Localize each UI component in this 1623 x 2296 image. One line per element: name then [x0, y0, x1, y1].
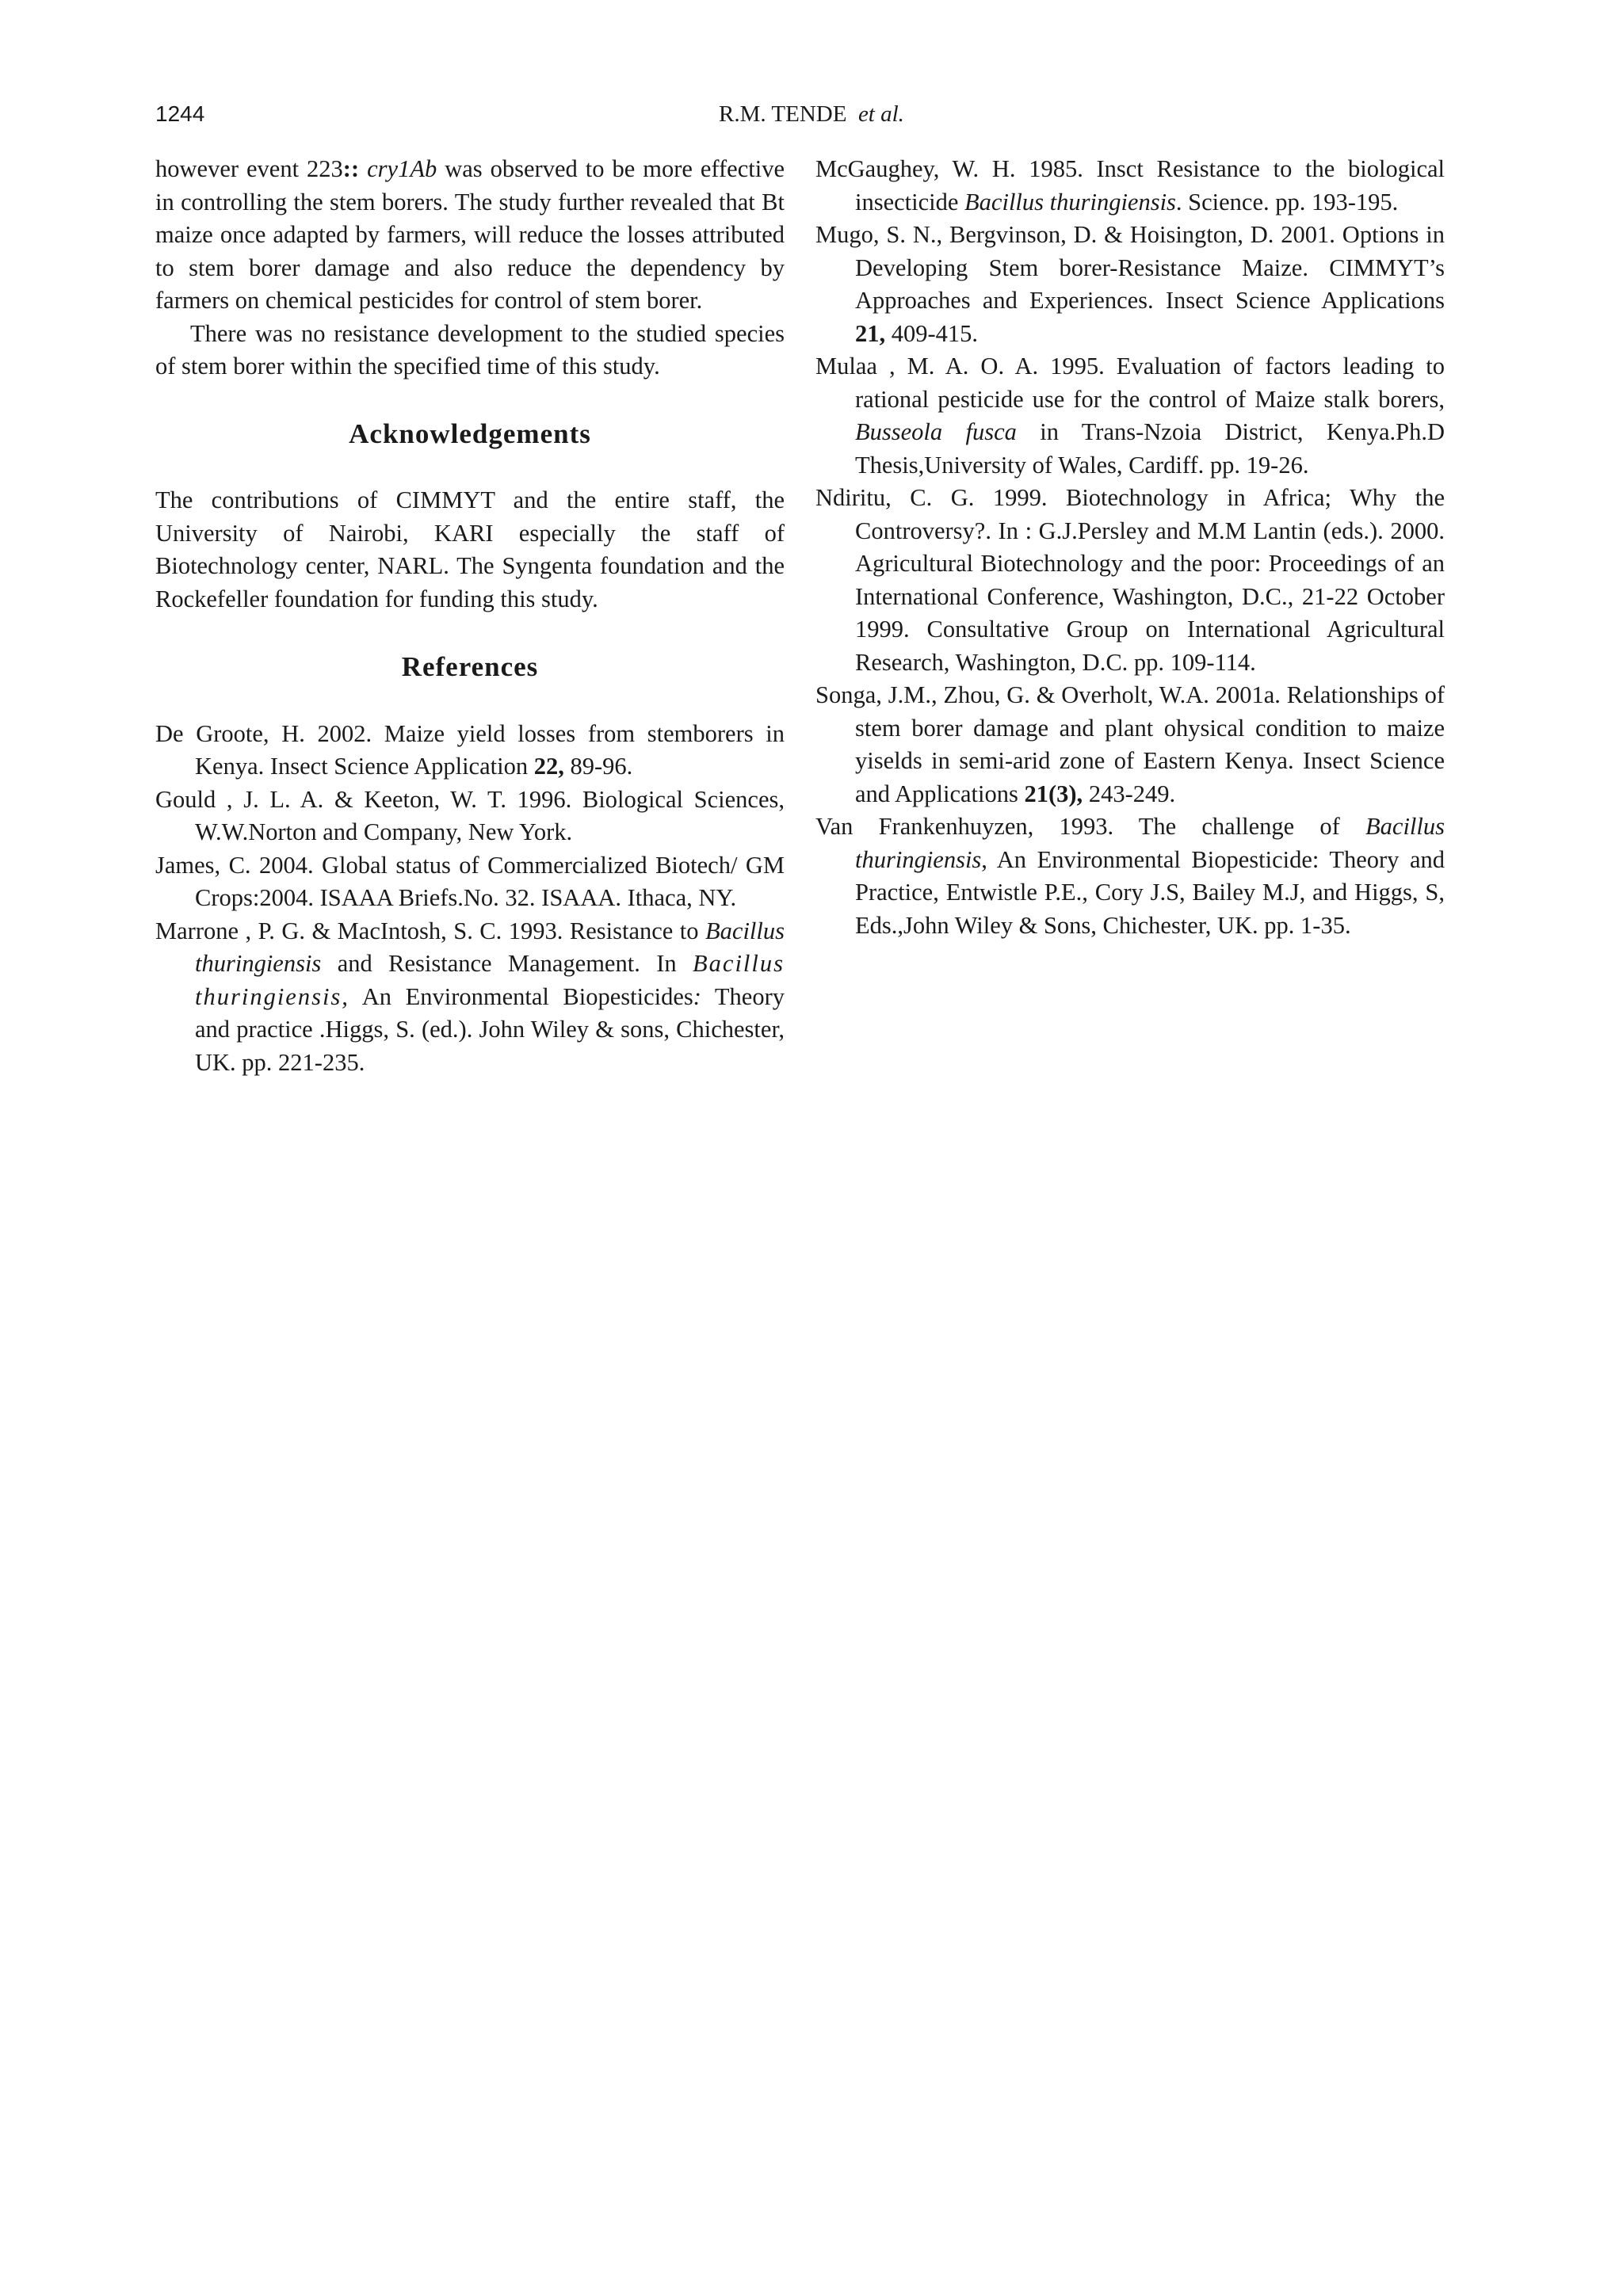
ref-volume: 21, [855, 319, 886, 347]
ref-italic: Busseola fusca [855, 418, 1017, 445]
reference-gould: Gould , J. L. A. & Keeton, W. T. 1996. Biological Sciences, W.W.Norton and Company, New York. [155, 785, 785, 845]
para1-text-b: was observed to be more effective in controlling the stem borers. The study further revealed that Bt maize once adapted by farmers, will reduce the losses attributed to stem borer damage and also reduce the dependency by farmers on chemical pesticides for control of stem borer. [155, 155, 785, 314]
ref-text: Mugo, S. N., Bergvinson, D. & Hoisington, D. 2001. Options in Developing Stem borer-Resistance Maize. CIMMYT’s Approaches and Experiences. Insect Science Applications [815, 221, 1445, 314]
ref-italic: Bacillus thuringiensis [964, 188, 1176, 215]
ref-pages: 89-96. [563, 753, 633, 780]
ref-italic-a: Bacillus thuringiensis [195, 917, 785, 977]
running-head-authors: R.M. TENDE [719, 101, 847, 127]
ref-italic-b: Bacillus thuringiensis, [195, 950, 785, 1010]
ref-text-a: Marrone , P. G. & MacIntosh, S. C. 1993. Resistance to [155, 917, 706, 944]
para1-text-a: however event 223 [155, 155, 343, 182]
ref-text-a: Mulaa , M. A. O. A. 1995. Evaluation of factors leading to rational pesticide use for the control of Maize stalk borers, [815, 353, 1445, 413]
ref-text-a: McGaughey, W. H. 1985. Insct Resistance to the biological insecticide [815, 155, 1445, 215]
running-head-etal: et al. [857, 101, 904, 127]
acknowledgements-heading: Acknowledgements [349, 418, 591, 449]
reference-songa [815, 679, 1445, 810]
ref-text-b: in Trans-Nzoia District, Kenya.Ph.D Thesis,University of Wales, Cardiff. pp. 19-26. [855, 418, 1445, 479]
page-number: 1244 [155, 101, 205, 126]
ref-text-b: . Science. pp. 193-195. [1175, 188, 1399, 215]
ref-volume: 21(3), [1024, 780, 1083, 807]
body-paragraph-2: There was no resistance development to the studied species of stem borer within the specified time of this study. [155, 319, 785, 379]
ref-italic: Bacillus thuringiensis [855, 813, 1445, 873]
ref-pages: 243-249. [1083, 780, 1176, 807]
left-column [155, 153, 785, 1079]
para1-separator: :: [342, 155, 360, 182]
ref-text-b: , An Environmental Biopesticide: Theory and Practice, Entwistle P.E., Cory J.S, Bailey M.J, and Higgs, S, Eds.,John Wiley & Sons, Chichester, UK. pp. 1-35. [855, 845, 1445, 939]
reference-van-frankenhuyzen [815, 810, 1445, 942]
reference-marrone [155, 915, 785, 1080]
ref-text: De Groote, H. 2002. Maize yield losses from stemborers in Kenya. Insect Science Application [155, 719, 785, 780]
ref-text-c: An Environmental Biopesticides [349, 982, 693, 1010]
ref-pages: 409-415. [885, 319, 979, 347]
page-header [0, 101, 1623, 136]
right-column [815, 153, 1445, 942]
reference-mugo [815, 219, 1445, 350]
acknowledgements-text: The contributions of CIMMYT and the entire staff, the University of Nairobi, KARI especially the staff of Biotechnology center, NARL. The Syngenta foundation and the Rockefeller foundation for funding this study. [155, 486, 785, 612]
ref-text-b: and Resistance Management. In [321, 950, 693, 977]
reference-james: James, C. 2004. Global status of Commercialized Biotech/ GM Crops:2004. ISAAA Briefs.No. 32. ISAAA. Ithaca, NY. [155, 851, 785, 911]
reference-de-groote [155, 718, 785, 784]
ref-italic-c: : [693, 982, 701, 1010]
para1-gene-name: cry1Ab [367, 155, 437, 182]
ref-volume: 22, [533, 753, 564, 780]
running-head [0, 101, 1623, 128]
reference-mulaa [815, 350, 1445, 482]
reference-mcgaughey [815, 153, 1445, 219]
body-paragraph-1 [155, 153, 785, 318]
ref-text-d: Theory and practice .Higgs, S. (ed.). John Wiley & sons, Chichester, UK. pp. 221-235. [195, 982, 785, 1076]
reference-ndiritu: Ndiritu, C. G. 1999. Biotechnology in Africa; Why the Controversy?. In : G.J.Persley and M.M Lantin (eds.). 2000. Agricultural Biotechnology and the poor: Proceedings of an International Conference, Washington, D.C., 21-22 October 1999. Consultative Group on International Agricultural Research, Washington, D.C. pp. 109-114. [815, 484, 1445, 676]
references-heading: References [401, 651, 539, 682]
ref-text: Songa, J.M., Zhou, G. & Overholt, W.A. 2001a. Relationships of stem borer damage and plant ohysical condition to maize yiselds in semi-arid zone of Eastern Kenya. Insect Science and Applications [815, 681, 1445, 807]
ref-text-a: Van Frankenhuyzen, 1993. The challenge of [815, 813, 1366, 840]
